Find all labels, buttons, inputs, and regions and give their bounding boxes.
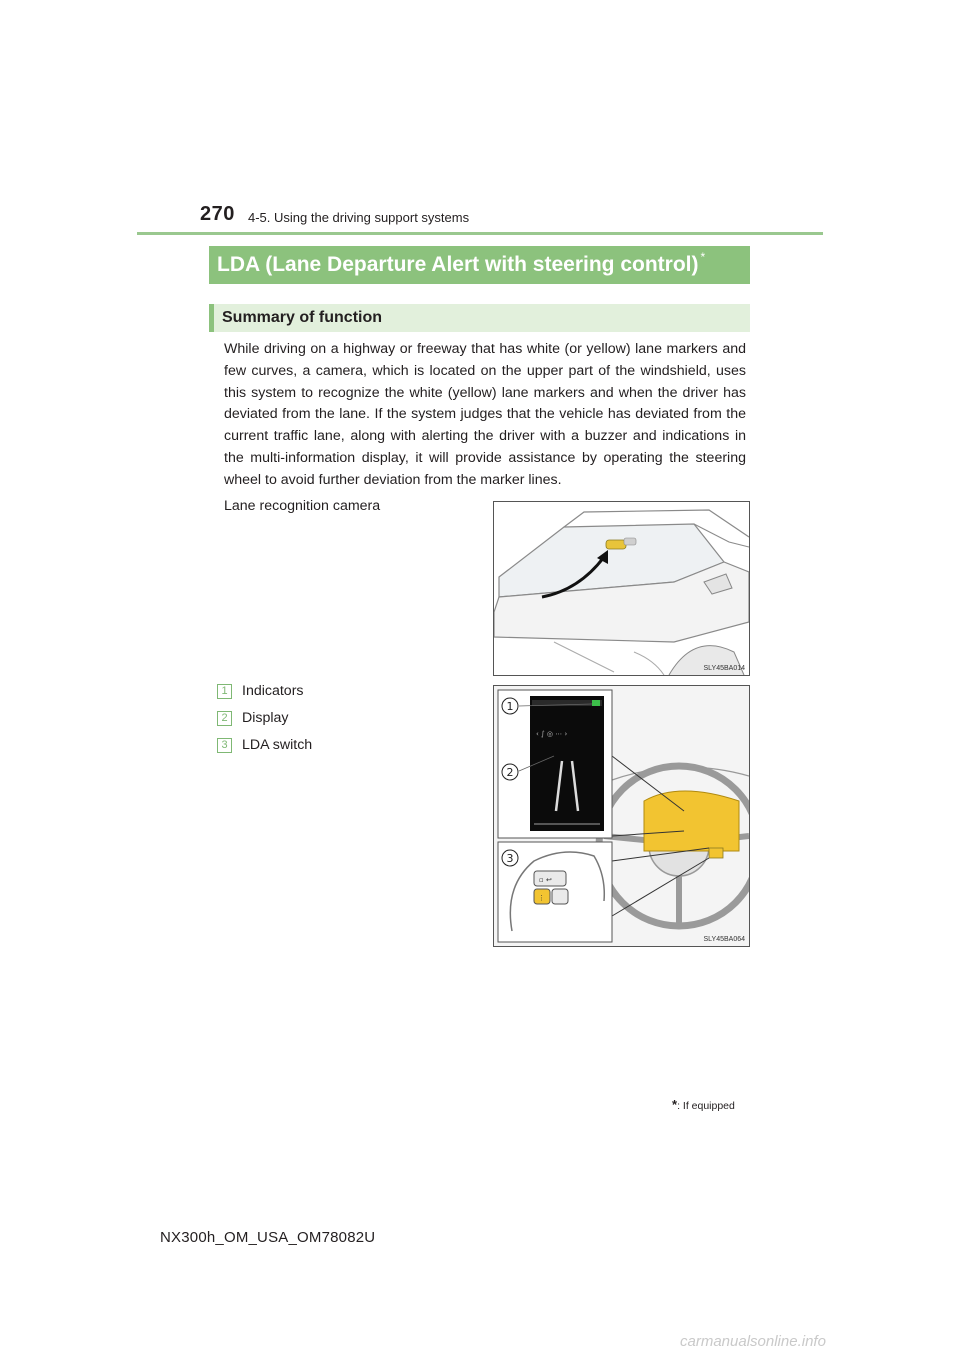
legend-item-lda-switch [217,737,312,753]
title-asterisk: * [700,250,706,264]
watermark: carmanualsonline.info [680,1333,826,1350]
section-title: 4-5. Using the driving support systems [248,210,470,225]
cockpit-illustration [493,685,750,947]
header-divider [137,232,823,235]
svg-text:▫ ↩: ▫ ↩ [539,876,552,884]
legend-item-indicators [217,683,304,699]
car-windshield-drawing [494,502,749,675]
callout-3 [502,850,518,866]
legend-number: 3 [217,738,232,753]
page-number: 270 [200,203,235,225]
callout-number: 1 [506,700,514,713]
footnote-asterisk: * [672,1097,678,1112]
legend-label: Display [242,710,289,726]
svg-text:‹ ∫ ◎ ⋯ ›: ‹ ∫ ◎ ⋯ › [536,730,568,738]
legend-number: 1 [217,684,232,699]
camera-illustration [493,501,750,676]
figure-code: SLY45BA064 [703,936,745,943]
legend-label: Indicators [242,683,304,699]
legend-number: 2 [217,711,232,726]
footnote [672,1097,735,1112]
legend-label: LDA switch [242,737,313,753]
subheading: Summary of function [222,309,383,326]
footnote-text: : If equipped [677,1100,735,1112]
body-paragraph: While driving on a highway or freeway that has white (or yellow) lane markers and few curves, a camera, which is located on the upper part of the windshield, uses this system to recognize the white (yellow) lane markers and when the driver has deviated from the lane. If the system judges that the vehicle has deviated from the current traffic lane, along with alerting the driver with a buzzer and indications in the multi-information display, it will provide assistance by operating the steering wheel to avoid further deviation from the marker lines. [224,341,746,488]
document-id: NX300h_OM_USA_OM78082U [160,1229,376,1246]
svg-text:⋮: ⋮ [538,894,545,902]
subheading-bar [209,304,750,332]
camera-label: Lane recognition camera [224,498,381,514]
cockpit-drawing [494,686,749,946]
figure-code: SLY45BA014 [703,665,745,672]
callout-1 [502,698,518,714]
callout-number: 3 [506,852,514,865]
page-title-bar [209,246,750,284]
legend-item-display [217,710,289,726]
callout-number: 2 [506,766,514,779]
page-title: LDA (Lane Departure Alert with steering control) [217,253,699,276]
callout-2 [502,764,518,780]
